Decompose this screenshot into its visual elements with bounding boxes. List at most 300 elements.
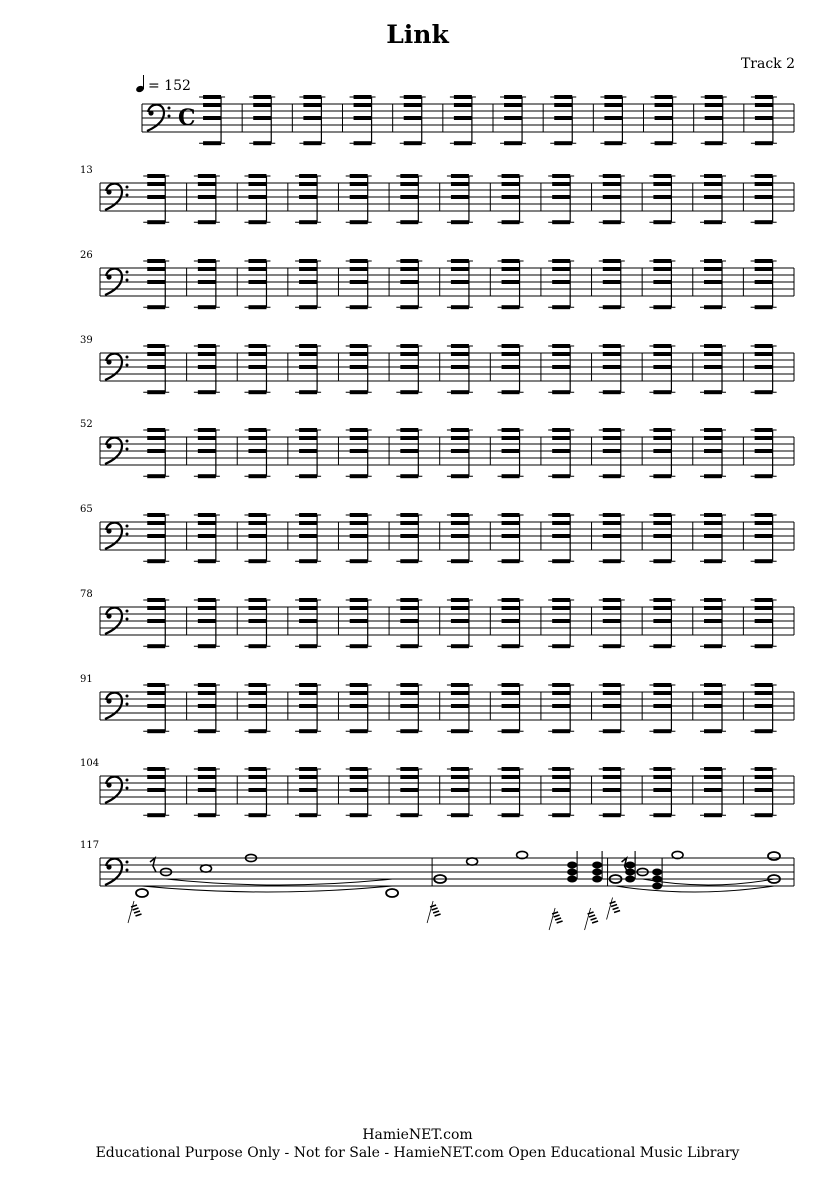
note-head [552, 182, 570, 186]
tremolo-stem [427, 901, 433, 923]
note-head [653, 534, 671, 538]
note-head [147, 788, 165, 792]
whole-note [386, 889, 398, 897]
note-head [755, 103, 773, 107]
note-head [502, 195, 520, 199]
note-head [502, 534, 520, 538]
note-head [552, 365, 570, 369]
note-head [502, 352, 520, 356]
bass-clef-dot [126, 703, 129, 706]
note-head [147, 195, 165, 199]
note-head [755, 775, 773, 779]
staff-system [80, 165, 794, 224]
note-head [653, 195, 671, 199]
note-head [350, 267, 368, 271]
note-head [653, 619, 671, 623]
note-head [454, 116, 472, 120]
note-head [299, 195, 317, 199]
note-head [552, 436, 570, 440]
note-head [147, 436, 165, 440]
note-head [203, 103, 221, 107]
note-head [354, 116, 372, 120]
note-head [755, 267, 773, 271]
note-head [350, 606, 368, 610]
note-head [755, 352, 773, 356]
note-head [451, 267, 469, 271]
note-head [248, 436, 266, 440]
note-head [147, 606, 165, 610]
bass-clef-dot [106, 864, 111, 869]
staff-system [80, 250, 794, 309]
note-head [248, 195, 266, 199]
note-head [400, 182, 418, 186]
note-head [502, 365, 520, 369]
note-head [198, 619, 216, 623]
note-head [704, 280, 722, 284]
note-head [604, 103, 622, 107]
page-title: Link [386, 20, 449, 49]
note-head [303, 116, 321, 120]
note-head [248, 775, 266, 779]
tremolo-mark [433, 911, 439, 913]
note-head [400, 788, 418, 792]
note-head [655, 103, 673, 107]
note-head [704, 691, 722, 695]
note-head [755, 436, 773, 440]
whole-note [136, 889, 148, 897]
note-head [603, 352, 621, 356]
note-head [653, 788, 671, 792]
tremolo-mark [613, 908, 619, 910]
note-head [299, 365, 317, 369]
note-head [552, 534, 570, 538]
note-head [755, 182, 773, 186]
staff-system [80, 758, 794, 817]
chord-note [592, 862, 602, 869]
bass-clef-dot [106, 698, 111, 703]
measure-number: 104 [80, 758, 100, 769]
note-head [704, 267, 722, 271]
tremolo-mark [554, 915, 560, 917]
note-head [704, 449, 722, 453]
note-head [451, 182, 469, 186]
tremolo-mark [432, 908, 438, 910]
note-head [603, 436, 621, 440]
note-head [400, 449, 418, 453]
half-note [467, 858, 478, 865]
chord-note [652, 869, 662, 876]
chord-note [567, 869, 577, 876]
note-head [704, 788, 722, 792]
whole-note [768, 852, 780, 860]
note-head [400, 619, 418, 623]
note-head [655, 116, 673, 120]
note-head [147, 534, 165, 538]
tie [142, 886, 392, 892]
bass-clef-dot [106, 528, 111, 533]
note-head [603, 691, 621, 695]
note-head [400, 775, 418, 779]
chord-note [592, 876, 602, 883]
bass-clef-dot [126, 440, 129, 443]
note-head [248, 365, 266, 369]
measure-number: 13 [80, 165, 93, 176]
note-head [755, 195, 773, 199]
tremolo-mark [592, 921, 598, 923]
note-head [451, 449, 469, 453]
note-head [502, 704, 520, 708]
note-head [451, 691, 469, 695]
note-head [704, 365, 722, 369]
footer-site: HamieNET.com [362, 1127, 473, 1143]
chord-note [625, 862, 635, 869]
note-head [653, 365, 671, 369]
note-head [502, 521, 520, 525]
note-head [253, 103, 271, 107]
note-head [502, 606, 520, 610]
note-head [198, 365, 216, 369]
note-head [198, 267, 216, 271]
note-head [502, 788, 520, 792]
note-head [755, 521, 773, 525]
note-head [147, 280, 165, 284]
note-head [350, 195, 368, 199]
measure-number: 117 [80, 840, 100, 851]
bass-clef-dot [106, 782, 111, 787]
tremolo-mark [610, 902, 616, 904]
bass-clef-dot [126, 364, 129, 367]
note-head [451, 534, 469, 538]
note-head [198, 521, 216, 525]
note-head [147, 352, 165, 356]
note-head [603, 704, 621, 708]
note-head [404, 116, 422, 120]
note-head [350, 788, 368, 792]
note-head [704, 436, 722, 440]
note-head [704, 534, 722, 538]
note-head [147, 521, 165, 525]
note-head [552, 195, 570, 199]
note-head [705, 116, 723, 120]
note-head [350, 691, 368, 695]
note-head [502, 449, 520, 453]
note-head [350, 534, 368, 538]
note-head [248, 521, 266, 525]
note-head [603, 280, 621, 284]
note-head [248, 352, 266, 356]
note-head [147, 267, 165, 271]
note-head [400, 365, 418, 369]
note-head [755, 704, 773, 708]
note-head [552, 704, 570, 708]
bass-clef-dot [126, 525, 129, 528]
staff-system [80, 504, 794, 563]
note-head [299, 691, 317, 695]
note-head [451, 619, 469, 623]
note-head [603, 775, 621, 779]
note-head [451, 606, 469, 610]
note-head [653, 280, 671, 284]
note-head [198, 691, 216, 695]
note-head [604, 116, 622, 120]
note-head [502, 619, 520, 623]
note-head [299, 775, 317, 779]
note-head [451, 788, 469, 792]
note-head [350, 704, 368, 708]
note-head [299, 280, 317, 284]
footer-notice: Educational Purpose Only - Not for Sale - HamieNET.com Open Educational Music Library [95, 1145, 740, 1161]
note-head [603, 521, 621, 525]
note-head [299, 436, 317, 440]
note-head [653, 352, 671, 356]
note-head [552, 449, 570, 453]
bass-clef-dot [126, 787, 129, 790]
note-head [504, 103, 522, 107]
measure-number: 39 [80, 335, 93, 346]
note-head [502, 775, 520, 779]
note-head [552, 619, 570, 623]
note-head [299, 534, 317, 538]
bass-clef-dot [168, 107, 171, 110]
note-head [704, 195, 722, 199]
note-head [248, 267, 266, 271]
note-head [400, 352, 418, 356]
staff-system [80, 589, 794, 648]
note-head [755, 691, 773, 695]
note-head [502, 436, 520, 440]
note-head [502, 691, 520, 695]
note-head [198, 182, 216, 186]
note-head [400, 691, 418, 695]
note-head [451, 775, 469, 779]
note-head [603, 619, 621, 623]
note-head [299, 449, 317, 453]
tremolo-mark [588, 912, 594, 914]
note-head [502, 267, 520, 271]
tempo-value: = 152 [148, 78, 191, 94]
chord-note [652, 876, 662, 883]
note-head [603, 606, 621, 610]
note-head [248, 449, 266, 453]
tremolo-stem [128, 901, 134, 923]
note-head [653, 449, 671, 453]
bass-clef-dot [106, 274, 111, 279]
bass-clef-dot [126, 194, 129, 197]
tremolo-mark [136, 914, 142, 916]
note-head [704, 521, 722, 525]
bass-clef-dot [106, 613, 111, 618]
tremolo-mark [614, 911, 620, 913]
tremolo-mark [430, 905, 436, 907]
note-head [755, 365, 773, 369]
bass-clef-dot [126, 279, 129, 282]
note-head [299, 619, 317, 623]
note-head [248, 606, 266, 610]
note-head [400, 195, 418, 199]
note-head [147, 619, 165, 623]
note-head [400, 534, 418, 538]
staff-system [80, 335, 794, 394]
note-head [653, 182, 671, 186]
note-head [248, 704, 266, 708]
note-head [552, 267, 570, 271]
note-head [705, 103, 723, 107]
note-head [299, 182, 317, 186]
note-head [603, 534, 621, 538]
note-head [350, 365, 368, 369]
track-label: Track 2 [740, 56, 795, 72]
note-head [147, 449, 165, 453]
tremolo-mark [435, 914, 441, 916]
note-head [350, 352, 368, 356]
note-head [704, 606, 722, 610]
note-head [603, 365, 621, 369]
tie [616, 886, 774, 892]
note-head [704, 352, 722, 356]
note-head [248, 534, 266, 538]
note-head [248, 619, 266, 623]
note-head [603, 449, 621, 453]
note-head [299, 267, 317, 271]
note-head [248, 182, 266, 186]
note-head [198, 449, 216, 453]
note-head [400, 704, 418, 708]
note-head [653, 521, 671, 525]
bass-clef-dot [126, 695, 129, 698]
staff-system [80, 840, 794, 930]
note-head [552, 606, 570, 610]
bass-clef-dot [126, 869, 129, 872]
note-head [203, 116, 221, 120]
bass-clef-dot [148, 110, 153, 115]
note-head [552, 280, 570, 284]
measure-number: 91 [80, 674, 93, 685]
note-head [198, 534, 216, 538]
note-head [147, 775, 165, 779]
bass-clef-dot [126, 186, 129, 189]
staff-system [80, 419, 794, 478]
bass-clef-dot [126, 448, 129, 451]
tremolo-mark [591, 918, 597, 920]
note-head [198, 606, 216, 610]
note-head [755, 788, 773, 792]
note-head [198, 704, 216, 708]
bass-clef-dot [126, 861, 129, 864]
note-head [653, 606, 671, 610]
note-head [755, 449, 773, 453]
note-head [248, 280, 266, 284]
note-head [454, 103, 472, 107]
note-head [198, 352, 216, 356]
note-head [350, 521, 368, 525]
note-head [350, 619, 368, 623]
note-head [198, 280, 216, 284]
note-head [504, 116, 522, 120]
tremolo-mark [552, 912, 558, 914]
note-head [451, 704, 469, 708]
bass-clef-dot [106, 189, 111, 194]
note-head [299, 352, 317, 356]
tremolo-stem [549, 908, 555, 930]
tie [166, 879, 392, 885]
chord-note [592, 869, 602, 876]
note-head [299, 521, 317, 525]
bass-clef-dot [126, 610, 129, 613]
bass-clef-dot [168, 115, 171, 118]
note-head [350, 775, 368, 779]
note-head [350, 280, 368, 284]
note-head [147, 182, 165, 186]
note-head [248, 788, 266, 792]
note-head [554, 116, 572, 120]
note-head [755, 280, 773, 284]
tremolo-mark [133, 908, 139, 910]
note-head [552, 691, 570, 695]
chord-note [567, 862, 577, 869]
bass-clef-dot [126, 779, 129, 782]
chord-note [652, 883, 662, 890]
note-head [451, 352, 469, 356]
measure-number: 52 [80, 419, 93, 430]
note-head [502, 280, 520, 284]
note-head [704, 704, 722, 708]
note-head [299, 788, 317, 792]
tremolo-mark [555, 918, 561, 920]
measure-number: 65 [80, 504, 93, 515]
note-head [198, 195, 216, 199]
bass-clef-dot [106, 359, 111, 364]
note-head [704, 619, 722, 623]
note-head [552, 521, 570, 525]
note-head [653, 267, 671, 271]
tremolo-mark [557, 921, 563, 923]
half-note [201, 865, 212, 872]
note-head [400, 267, 418, 271]
tremolo-stem [585, 908, 591, 930]
note-head [554, 103, 572, 107]
note-head [303, 103, 321, 107]
tremolo-mark [134, 911, 140, 913]
note-head [451, 195, 469, 199]
tremolo-mark [611, 905, 617, 907]
note-head [350, 436, 368, 440]
note-head [350, 182, 368, 186]
staff-system [80, 674, 794, 733]
note-head [350, 449, 368, 453]
bass-clef-dot [126, 533, 129, 536]
note-head [603, 182, 621, 186]
note-head [198, 788, 216, 792]
note-head [755, 619, 773, 623]
tremolo-mark [589, 915, 595, 917]
note-head [653, 436, 671, 440]
note-head [502, 182, 520, 186]
note-head [603, 195, 621, 199]
note-head [400, 436, 418, 440]
note-head [653, 775, 671, 779]
note-head [704, 182, 722, 186]
note-head [198, 775, 216, 779]
note-head [603, 267, 621, 271]
note-head [147, 704, 165, 708]
note-head [198, 436, 216, 440]
note-head [248, 691, 266, 695]
measure-number: 78 [80, 589, 93, 600]
note-head [552, 788, 570, 792]
measure-number: 26 [80, 250, 93, 261]
note-head [603, 788, 621, 792]
note-head [552, 352, 570, 356]
